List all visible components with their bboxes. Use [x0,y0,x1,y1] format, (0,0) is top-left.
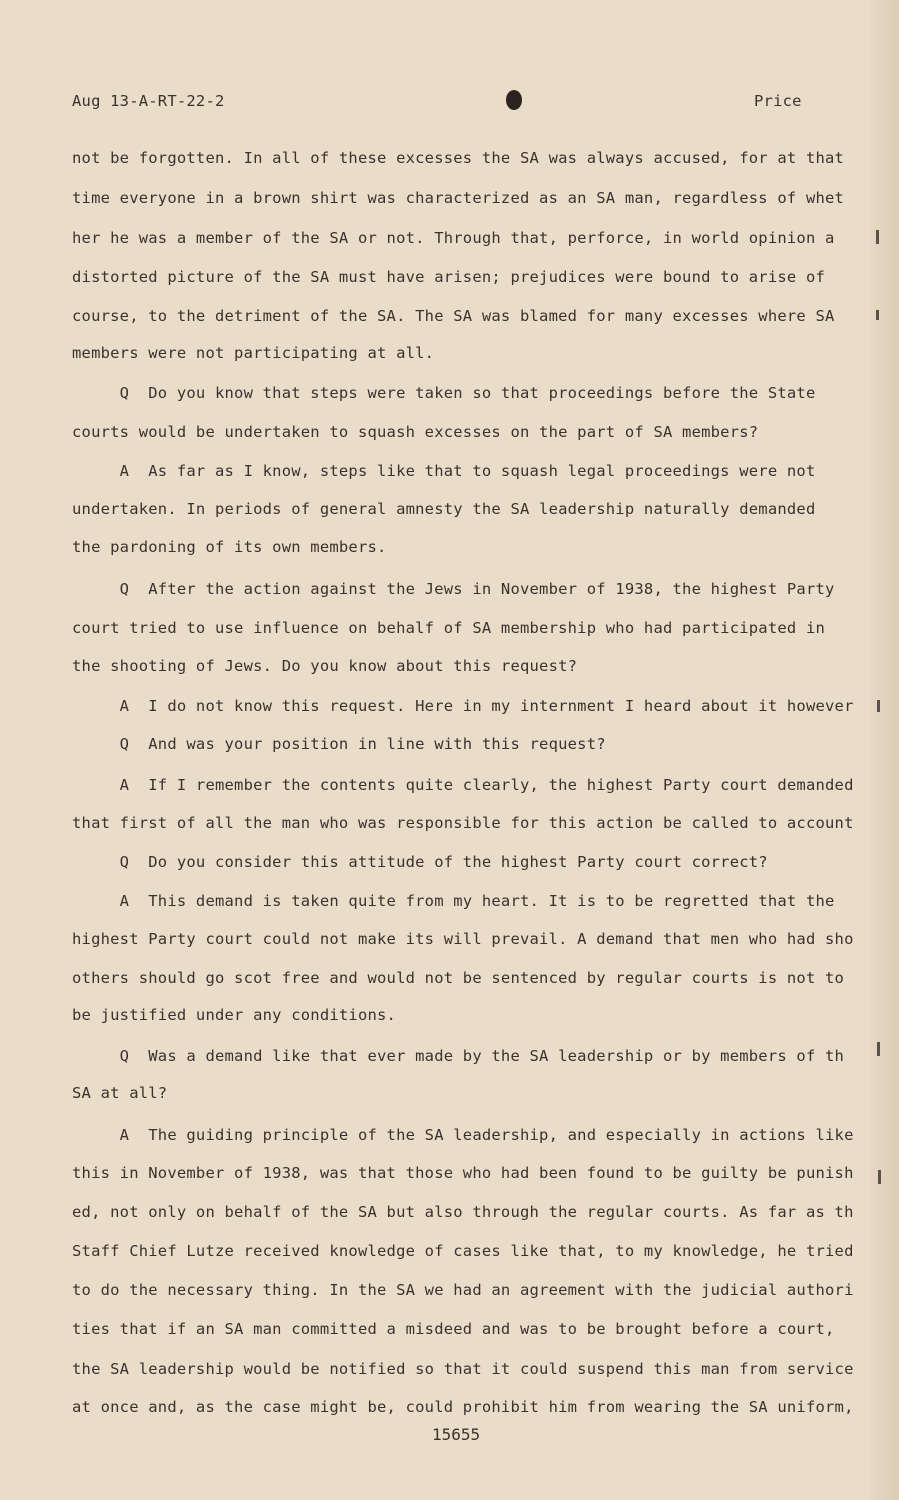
body-line: ties that if an SA man committed a misdeed and was to be brought before a court, [72,1320,835,1338]
body-line: be justified under any conditions. [72,1006,397,1024]
body-line: courts would be undertaken to squash excesses on the part of SA members? [72,423,759,441]
body-line: distorted picture of the SA must have arisen; prejudices were bound to arise of [72,268,826,286]
body-line: time everyone in a brown shirt was characterized as an SA man, regardless of whet [72,189,845,207]
margin-mark [876,230,879,244]
body-line: not be forgotten. In all of these excesses the SA was always accused, for at that [72,149,845,167]
body-line: the shooting of Jews. Do you know about this request? [72,657,578,675]
body-line: to do the necessary thing. In the SA we had an agreement with the judicial authori [72,1281,854,1299]
body-line: Q After the action against the Jews in November of 1938, the highest Party [72,580,835,598]
body-line: the SA leadership would be notified so that it could suspend this man from service [72,1360,854,1378]
header-reference: Aug 13-A-RT-22-2 [72,92,225,110]
body-line: Q Was a demand like that ever made by the SA leadership or by members of th [72,1047,845,1065]
body-line: undertaken. In periods of general amnesty the SA leadership naturally demanded [72,500,816,518]
body-line: members were not participating at all. [72,344,435,362]
body-line: court tried to use influence on behalf of SA membership who had participated in [72,619,826,637]
punch-hole [506,90,522,110]
body-line: this in November of 1938, was that those who had been found to be guilty be punish [72,1164,854,1182]
body-line: A As far as I know, steps like that to squash legal proceedings were not [72,462,816,480]
page-edge [871,0,899,1500]
body-line: Staff Chief Lutze received knowledge of cases like that, to my knowledge, he tried [72,1242,854,1260]
body-line: the pardoning of its own members. [72,538,387,556]
margin-mark [878,1170,881,1184]
body-line: A I do not know this request. Here in my internment I heard about it however [72,697,854,715]
body-line: A The guiding principle of the SA leadership, and especially in actions like [72,1126,854,1144]
body-line: her he was a member of the SA or not. Through that, perforce, in world opinion a [72,229,835,247]
body-line: at once and, as the case might be, could prohibit him from wearing the SA uniform, [72,1398,854,1416]
margin-mark [877,1042,880,1056]
body-line: SA at all? [72,1084,168,1102]
body-line: that first of all the man who was responsible for this action be called to account [72,814,854,832]
body-line: Q And was your position in line with this request? [72,735,606,753]
body-line: A This demand is taken quite from my heart. It is to be regretted that the [72,892,835,910]
header-name: Price [754,92,802,110]
page-number: 15655 [432,1425,481,1444]
body-line: highest Party court could not make its will prevail. A demand that men who had sho [72,930,854,948]
margin-mark [876,310,879,320]
body-line: Q Do you consider this attitude of the highest Party court correct? [72,853,768,871]
body-line: Q Do you know that steps were taken so that proceedings before the State [72,384,816,402]
body-line: others should go scot free and would not be sentenced by regular courts is not to [72,969,845,987]
body-line: ed, not only on behalf of the SA but also through the regular courts. As far as th [72,1203,854,1221]
body-line: course, to the detriment of the SA. The SA was blamed for many excesses where SA [72,307,835,325]
body-line: A If I remember the contents quite clearly, the highest Party court demanded [72,776,854,794]
margin-mark [877,700,880,712]
